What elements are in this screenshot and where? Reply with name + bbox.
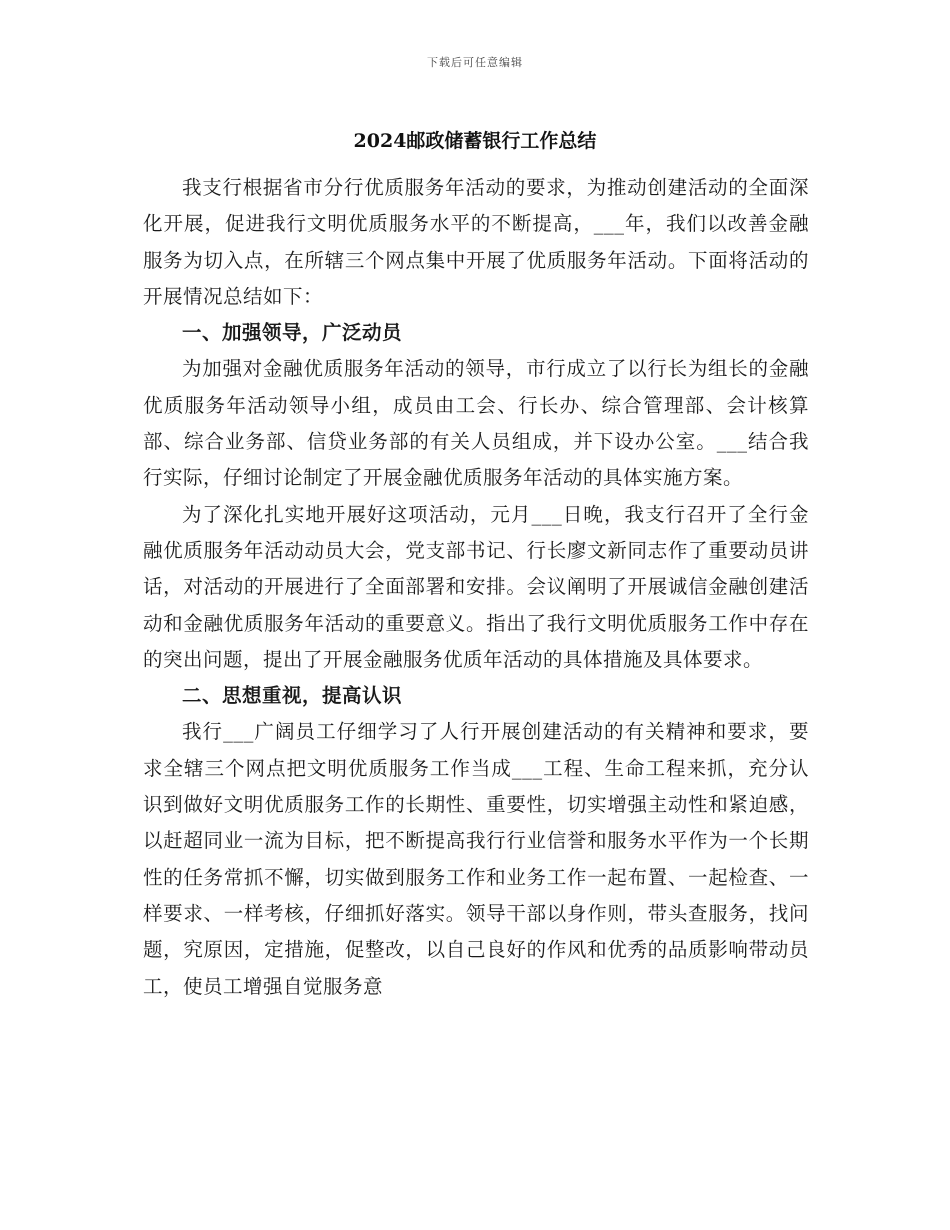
section-heading-1: 一、加强领导，广泛动员 xyxy=(182,321,403,345)
paragraph-leadership: 为加强对金融优质服务年活动的领导，市行成立了以行长为组长的金融优质服务年活动领导小组，成员由工会、行长办、综合管理部、会计核算部、综合业务部、信贷业务部的有关人员组成，并下设办公室。___结合我行实际，仔细讨论制定了开展金融优质服务年活动的具体实施方案。 xyxy=(143,357,809,490)
document-body xyxy=(143,170,809,1005)
paragraph-mobilization: 为了深化扎实地开展好这项活动，元月___日晚，我支行召开了全行金融优质服务年活动动员大会，党支部书记、行长廖文新同志作了重要动员讲话，对活动的开展进行了全面部署和安排。会议阐明了开展诚信金融创建活动和金融优质服务年活动的重要意义。指出了我行文明优质服务工作中存在的突出问题，提出了开展金融服务优质年活动的具体措施及具体要求。 xyxy=(143,502,809,671)
page-header-note: 下载后可任意编辑 xyxy=(427,56,523,69)
paragraph-intro: 我支行根据省市分行优质服务年活动的要求，为推动创建活动的全面深化开展，促进我行文明优质服务水平的不断提高，___年，我们以改善金融服务为切入点，在所辖三个网点集中开展了优质服务年活动。下面将活动的开展情况总结如下： xyxy=(143,176,809,308)
section-heading-2: 二、思想重视，提高认识 xyxy=(182,684,403,708)
paragraph-awareness: 我行___广阔员工仔细学习了人行开展创建活动的有关精神和要求，要求全辖三个网点把文明优质服务工作当成___工程、生命工程来抓，充分认识到做好文明优质服务工作的长期性、重要性，切实增强主动性和紧迫感，以赶超同业一流为目标，把不断提高我行行业信誉和服务水平作为一个长期性的任务常抓不懈，切实做到服务工作和业务工作一起布置、一起检查、一样要求、一样考核，仔细抓好落实。领导干部以身作则，带头查服务，找问题，究原因，定措施，促整改，以自己良好的作风和优秀的品质影响带动员工，使员工增强自觉服务意 xyxy=(143,720,809,998)
document-title: 2024邮政储蓄银行工作总结 xyxy=(353,130,597,152)
